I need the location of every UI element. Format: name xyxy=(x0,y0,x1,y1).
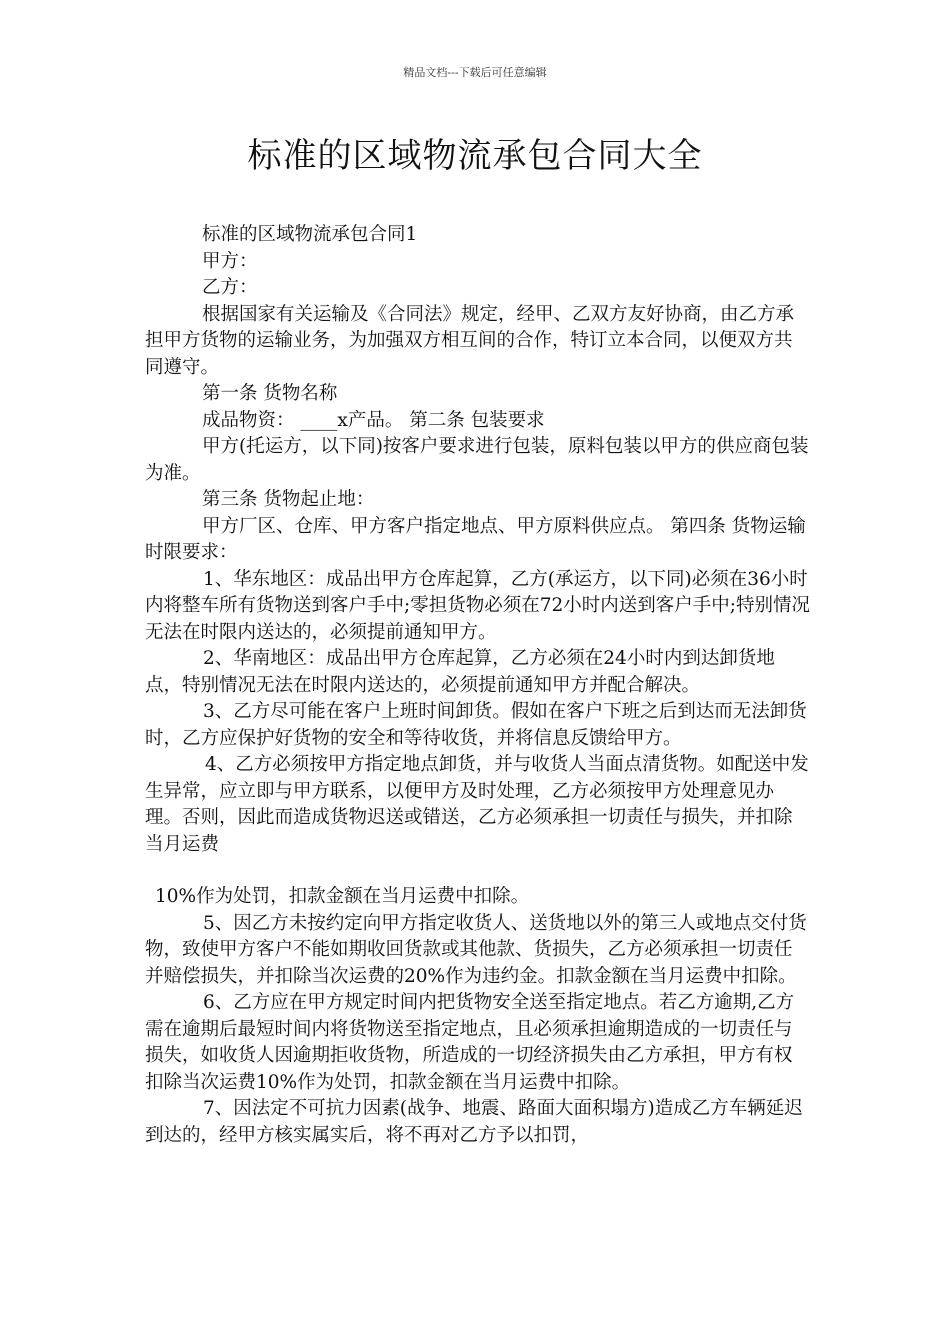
document-body xyxy=(145,222,810,1149)
clause-4: 4、乙方必须按甲方指定地点卸货，并与收货人当面点清货物。如配送中发生异常，应立即与甲方联系，以便甲方及时处理，乙方必须按甲方处理意见办理。否则，因此而造成货物迟送或错送，乙方必须承担一切责任与损失，并扣除当月运费 xyxy=(145,754,809,855)
page-header: 精品文档---下载后可任意编辑 xyxy=(403,66,547,79)
clause-5: 5、因乙方未按约定向甲方指定收货人、送货地以外的第三人或地点交付货物，致使甲方客户不能如期收回货款或其他款、货损失，乙方必须承担一切责任并赔偿损失，并扣除当次运费的20%作为违约金。扣款金额在当月运费中扣除。 xyxy=(145,912,807,987)
clause-3: 3、乙方尽可能在客户上班时间卸货。假如在客户下班之后到达而无法卸货时，乙方应保护好货物的安全和等待收货，并将信息反馈给甲方。 xyxy=(145,701,807,749)
clause-7: 7、因法定不可抗力因素(战争、地震、路面大面积塌方)造成乙方车辆延迟到达的，经甲方核实属实后，将不再对乙方予以扣罚， xyxy=(145,1098,803,1146)
party-b-line: 乙方： xyxy=(202,277,258,298)
clause-6: 6、乙方应在甲方规定时间内把货物安全送至指定地点。若乙方逾期,乙方需在逾期后最短时间内将货物送至指定地点，且必须承担逾期造成的一切责任与损失，如收货人因逾期拒收货物，所造成的一切经济损失由乙方承担，甲方有权扣除当次运费10%作为处罚，扣款金额在当月运费中扣除。 xyxy=(145,992,795,1093)
party-a-line: 甲方： xyxy=(202,250,258,272)
article-3-heading: 第三条 货物起止地： xyxy=(202,489,375,510)
article-1-heading: 第一条 货物名称 xyxy=(202,383,338,404)
document-title: 标准的区域物流承包合同大全 xyxy=(247,136,703,176)
clause-2: 2、华南地区：成品出甲方仓库起算，乙方必须在24小时内到达卸货地点，特别情况无法在时限内送达的，必须提前通知甲方并配合解决。 xyxy=(145,648,775,696)
article-3-content: 甲方厂区、仓库、甲方客户指定地点、甲方原料供应点。 第四条 货物运输时限要求： xyxy=(145,515,806,563)
preamble-paragraph: 根据国家有关运输及《合同法》规定，经甲、乙双方友好协商，由乙方承担甲方货物的运输业务，为加强双方相互间的合作，特订立本合同，以便双方共同遵守。 xyxy=(145,303,795,378)
clause-4-continued: 10%作为处罚，扣款金额在当月运费中扣除。 xyxy=(155,886,530,907)
clause-1: 1、华东地区：成品出甲方仓库起算，乙方(承运方，以下同)必须在36小时内将整车所有货物送到客户手中;零担货物必须在72小时内送到客户手中;特别情况无法在时限内送达的，必须提前通知甲方。 xyxy=(145,568,811,643)
paragraph-gap xyxy=(145,858,810,884)
article-1-content: 成品物资： ____x产品。 第二条 包装要求 xyxy=(202,409,545,431)
contract-subtitle: 标准的区域物流承包合同1 xyxy=(202,224,418,245)
article-2-content: 甲方(托运方，以下同)按客户要求进行包装，原料包装以甲方的供应商包装为准。 xyxy=(145,436,809,484)
